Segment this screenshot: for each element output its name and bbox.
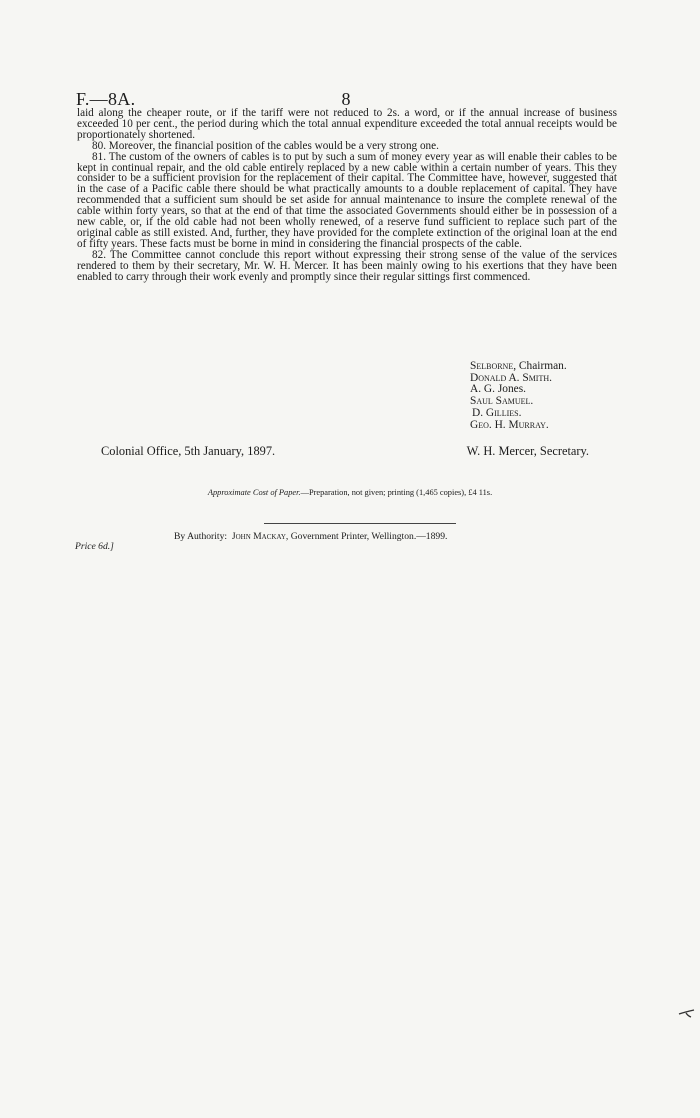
paragraph-81: 81. The custom of the owners of cables is to put by such a sum of money every year as will enable their cables to be kept in continual repair, and the old cable entirely replaced by a new cable within a certain number of years. This they consider to be a sufficient provision for the replacement of their capital. The Committee have, however, suggested that in the case of a Pacific cable there should be what practically amounts to a double replacement of capital. They have recommended that a sufficient sum should be set aside for annual maintenance to insure the complete renewal of the cable within forty years, so that at the end of that time the associated Governments should either be in possession of a new cable, or, if the old cable had not been wholly renewed, of a reserve fund sufficient to replace such part of the original cable as still existed. And, further, they have provided for the complete extinction of the original loan at the end of fifty years. These facts must be borne in mind in considering the financial prospects of the cable. bbox=[77, 150, 617, 250]
paragraph-continuation: laid along the cheaper route, or if the tariff were not reduced to 2s. a word, or if the annual increase of business exceeded 10 per cent., the period during which the total annual expenditure exceeded the total annual receipts would be proportionately shortened. bbox=[77, 107, 617, 141]
printer-imprint: By Authority: John Mackay, Government Printer, Wellington.—1899. bbox=[174, 531, 448, 542]
signatories bbox=[470, 361, 630, 431]
dated-line: Colonial Office, 5th January, 1897. bbox=[101, 444, 276, 458]
paragraph-82: 82. The Committee cannot conclude this report without expressing their strong sense of the value of the services rendered to them by their secretary, Mr. W. H. Mercer. It has been mainly owing to his exertions that they have been enabled to carry through their work evenly and promptly since their regular sittings first commenced. bbox=[77, 248, 617, 283]
signatory: Geo. H. Murray. bbox=[470, 418, 549, 431]
secretary-signature: W. H. Mercer, Secretary. bbox=[466, 444, 589, 458]
paragraph-80: 80. Moreover, the financial position of the cables would be a very strong one. bbox=[92, 139, 439, 152]
signatory: Saul Samuel. bbox=[470, 395, 534, 408]
document-reference: F.—8A. bbox=[76, 89, 136, 109]
divider-rule bbox=[264, 523, 456, 524]
signatory: Donald A. Smith. bbox=[470, 371, 552, 384]
signatory: A. G. Jones. bbox=[470, 383, 527, 396]
cost-of-paper-note: Approximate Cost of Paper.—Preparation, not given; printing (1,465 copies), £4 11s. bbox=[207, 488, 493, 497]
signatory-chairman: Selborne, Chairman. bbox=[470, 360, 567, 372]
price-note: Price 6d.] bbox=[75, 541, 114, 552]
stray-pen-mark-icon bbox=[678, 1008, 696, 1018]
page-number: 8 bbox=[341, 89, 351, 109]
signatory: D. Gillies. bbox=[472, 406, 522, 419]
report-body bbox=[77, 108, 617, 283]
